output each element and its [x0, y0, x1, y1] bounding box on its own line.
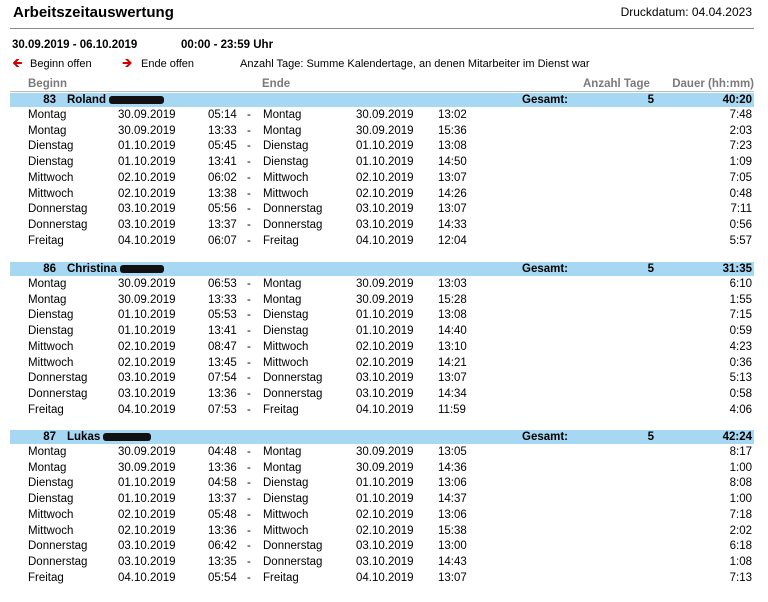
employee-name [67, 430, 151, 444]
column-header-end: Ende [262, 78, 291, 90]
end-date: 04.10.2019 [356, 571, 414, 584]
end-date: 01.10.2019 [356, 477, 414, 490]
begin-time: 06:42 [208, 540, 237, 553]
table-row [10, 202, 754, 218]
end-time: 14:26 [438, 187, 467, 200]
end-weekday: Mittwoch [263, 171, 309, 184]
begin-time: 05:14 [208, 109, 237, 121]
separator: - [247, 477, 251, 490]
table-row [10, 403, 754, 419]
end-weekday: Donnerstag [263, 218, 323, 231]
redacted-surname [103, 433, 151, 441]
date-range: 30.09.2019 - 06.10.2019 [12, 39, 138, 51]
separator: - [247, 356, 251, 369]
begin-date: 04.10.2019 [118, 571, 176, 584]
duration: 7:11 [730, 203, 752, 216]
begin-weekday: Montag [28, 293, 67, 306]
begin-weekday: Donnerstag [28, 387, 88, 400]
end-date: 03.10.2019 [356, 372, 414, 385]
begin-time: 13:36 [208, 387, 237, 400]
legend-end-open: Ende offen [141, 58, 195, 70]
end-date: 01.10.2019 [356, 309, 414, 322]
begin-date: 30.09.2019 [118, 278, 176, 290]
end-time: 13:06 [438, 477, 467, 490]
duration: 4:23 [729, 340, 752, 353]
begin-time: 04:48 [208, 446, 237, 458]
separator: - [247, 293, 251, 306]
begin-date: 04.10.2019 [118, 403, 176, 416]
end-date: 02.10.2019 [356, 524, 414, 537]
end-date: 02.10.2019 [356, 356, 414, 369]
begin-time: 05:45 [208, 140, 237, 153]
end-date: 03.10.2019 [356, 555, 414, 568]
end-date: 30.09.2019 [356, 124, 414, 137]
separator: - [247, 171, 251, 184]
end-time: 14:37 [438, 493, 467, 506]
separator: - [247, 278, 251, 290]
table-row [10, 571, 754, 587]
begin-weekday: Mittwoch [28, 356, 74, 369]
table-row [10, 340, 754, 356]
begin-date: 30.09.2019 [118, 446, 176, 458]
end-time: 14:50 [438, 156, 467, 169]
duration: 2:03 [729, 124, 752, 137]
end-date: 02.10.2019 [356, 508, 414, 521]
duration: 0:58 [729, 387, 752, 400]
begin-weekday: Montag [28, 461, 67, 474]
begin-date: 30.09.2019 [118, 461, 176, 474]
duration: 8:17 [729, 446, 752, 458]
end-date: 03.10.2019 [356, 387, 414, 400]
begin-weekday: Dienstag [28, 477, 74, 490]
table-row [10, 218, 754, 234]
end-date: 30.09.2019 [356, 278, 414, 290]
table-row [10, 387, 754, 403]
table-row [10, 555, 754, 571]
redacted-surname [120, 265, 164, 273]
separator: - [247, 461, 251, 474]
separator: - [247, 403, 251, 416]
end-time: 13:07 [438, 571, 467, 584]
table-row [10, 308, 754, 324]
begin-date: 03.10.2019 [118, 203, 176, 216]
duration: 1:09 [729, 156, 752, 169]
separator: - [247, 309, 251, 322]
begin-time: 13:41 [208, 325, 237, 338]
duration: 1:55 [729, 293, 752, 306]
end-time: 13:08 [438, 140, 467, 153]
end-weekday: Donnerstag [263, 540, 323, 553]
begin-weekday: Donnerstag [28, 372, 88, 385]
arrow-left-icon: 🡸 [12, 55, 23, 70]
table-row [10, 124, 754, 140]
end-weekday: Dienstag [263, 140, 309, 153]
begin-time: 05:48 [208, 508, 237, 521]
separator: - [247, 540, 251, 553]
end-weekday: Freitag [263, 403, 299, 416]
employee-summary-bar [10, 262, 754, 276]
legend-begin-open: Beginn offen [30, 58, 92, 70]
end-time: 15:28 [438, 293, 467, 306]
table-row [10, 476, 754, 492]
end-time: 13:00 [438, 540, 467, 553]
begin-weekday: Montag [28, 124, 67, 137]
separator: - [247, 140, 251, 153]
duration: 7:05 [729, 171, 752, 184]
begin-time: 05:56 [208, 203, 237, 216]
begin-date: 04.10.2019 [118, 234, 176, 247]
separator: - [247, 508, 251, 521]
employee-first-name: Lukas [67, 431, 101, 443]
begin-date: 02.10.2019 [118, 508, 176, 521]
end-time: 13:07 [438, 203, 467, 216]
end-date: 01.10.2019 [356, 493, 414, 506]
employee-id: 86 [43, 263, 56, 275]
begin-weekday: Montag [28, 446, 67, 458]
separator: - [247, 555, 251, 568]
end-weekday: Donnerstag [263, 555, 323, 568]
end-date: 03.10.2019 [356, 218, 414, 231]
begin-date: 01.10.2019 [118, 477, 176, 490]
end-time: 13:08 [438, 309, 467, 322]
duration: 8:08 [729, 477, 752, 490]
begin-weekday: Dienstag [28, 325, 74, 338]
table-row [10, 171, 754, 187]
begin-time: 13:45 [208, 356, 237, 369]
begin-date: 03.10.2019 [118, 555, 176, 568]
end-weekday: Dienstag [263, 493, 309, 506]
begin-weekday: Mittwoch [28, 340, 74, 353]
begin-date: 01.10.2019 [118, 325, 176, 338]
end-weekday: Dienstag [263, 325, 309, 338]
begin-time: 13:37 [208, 493, 237, 506]
begin-date: 03.10.2019 [118, 387, 176, 400]
table-row [10, 524, 754, 540]
end-time: 14:40 [438, 325, 467, 338]
duration: 0:59 [729, 325, 752, 338]
begin-weekday: Dienstag [28, 156, 74, 169]
begin-time: 05:54 [208, 571, 237, 584]
end-time: 13:07 [438, 171, 467, 184]
duration: 5:57 [729, 234, 752, 247]
employee-id: 83 [43, 94, 56, 106]
end-time: 13:05 [438, 446, 467, 458]
end-time: 13:03 [438, 278, 467, 290]
duration: 7:48 [729, 109, 752, 121]
duration: 0:56 [729, 218, 752, 231]
duration: 4:06 [729, 403, 752, 416]
end-time: 15:36 [438, 124, 467, 137]
duration: 7:15 [729, 309, 752, 322]
employee-summary-bar [10, 93, 754, 107]
end-date: 30.09.2019 [356, 446, 414, 458]
end-time: 14:21 [438, 356, 467, 369]
end-date: 03.10.2019 [356, 203, 414, 216]
separator: - [247, 234, 251, 247]
end-date: 01.10.2019 [356, 140, 414, 153]
end-date: 02.10.2019 [356, 171, 414, 184]
employee-name [67, 262, 164, 276]
begin-time: 13:35 [208, 555, 237, 568]
separator: - [247, 571, 251, 584]
table-row [10, 445, 754, 461]
begin-date: 02.10.2019 [118, 340, 176, 353]
begin-date: 03.10.2019 [118, 372, 176, 385]
total-label: Gesamt: [522, 263, 569, 275]
employee-summary-bar [10, 430, 754, 444]
total-label: Gesamt: [522, 94, 569, 106]
end-time: 14:43 [438, 555, 467, 568]
employee-first-name: Christina [67, 263, 117, 275]
begin-time: 13:38 [208, 187, 237, 200]
duration: 7:18 [729, 508, 752, 521]
duration: 7:23 [729, 140, 752, 153]
begin-weekday: Donnerstag [28, 203, 88, 216]
end-time: 12:04 [438, 234, 467, 247]
separator: - [247, 124, 251, 137]
begin-date: 01.10.2019 [118, 493, 176, 506]
begin-time: 07:54 [208, 372, 237, 385]
begin-weekday: Mittwoch [28, 508, 74, 521]
end-weekday: Donnerstag [263, 203, 323, 216]
separator: - [247, 218, 251, 231]
duration: 1:00 [729, 493, 752, 506]
end-date: 30.09.2019 [356, 461, 414, 474]
end-time: 13:10 [438, 340, 467, 353]
begin-date: 30.09.2019 [118, 109, 176, 121]
table-row [10, 108, 754, 124]
begin-time: 07:53 [208, 403, 237, 416]
table-row [10, 277, 754, 293]
table-row [10, 234, 754, 250]
begin-time: 08:47 [208, 340, 237, 353]
separator: - [247, 187, 251, 200]
table-row [10, 371, 754, 387]
end-date: 02.10.2019 [356, 187, 414, 200]
report-title: Arbeitszeitauswertung [13, 4, 174, 21]
begin-time: 06:53 [208, 278, 237, 290]
end-weekday: Mittwoch [263, 524, 309, 537]
table-row [10, 539, 754, 555]
begin-weekday: Mittwoch [28, 187, 74, 200]
begin-weekday: Donnerstag [28, 218, 88, 231]
separator: - [247, 493, 251, 506]
table-row [10, 356, 754, 372]
table-row [10, 461, 754, 477]
separator: - [247, 340, 251, 353]
separator: - [247, 156, 251, 169]
redacted-surname [109, 96, 164, 104]
begin-date: 30.09.2019 [118, 124, 176, 137]
header-divider [10, 91, 754, 92]
end-date: 30.09.2019 [356, 293, 414, 306]
end-time: 14:34 [438, 387, 467, 400]
begin-time: 13:37 [208, 218, 237, 231]
column-header-begin: Beginn [28, 78, 67, 90]
end-weekday: Mittwoch [263, 508, 309, 521]
total-duration: 42:24 [722, 431, 752, 443]
total-label: Gesamt: [522, 431, 569, 443]
end-weekday: Montag [263, 124, 302, 137]
end-time: 14:33 [438, 218, 467, 231]
begin-weekday: Freitag [28, 571, 64, 584]
print-date: Druckdatum: 04.04.2023 [620, 5, 752, 19]
end-weekday: Donnerstag [263, 387, 323, 400]
table-row [10, 492, 754, 508]
column-header-days: Anzahl Tage [583, 78, 650, 90]
begin-time: 13:33 [208, 124, 237, 137]
begin-time: 05:53 [208, 309, 237, 322]
end-date: 03.10.2019 [356, 540, 414, 553]
end-date: 01.10.2019 [356, 325, 414, 338]
end-weekday: Montag [263, 461, 302, 474]
begin-time: 13:41 [208, 156, 237, 169]
separator: - [247, 372, 251, 385]
end-weekday: Montag [263, 293, 302, 306]
begin-date: 02.10.2019 [118, 171, 176, 184]
separator: - [247, 524, 251, 537]
end-time: 11:59 [438, 403, 466, 416]
duration: 6:10 [729, 278, 752, 290]
end-weekday: Montag [263, 278, 302, 290]
duration: 1:00 [729, 461, 752, 474]
separator: - [247, 446, 251, 458]
total-days: 5 [647, 94, 654, 106]
duration: 0:48 [729, 187, 752, 200]
begin-time: 06:07 [208, 234, 237, 247]
begin-weekday: Freitag [28, 403, 64, 416]
begin-date: 01.10.2019 [118, 140, 176, 153]
begin-date: 01.10.2019 [118, 309, 176, 322]
employee-name [67, 93, 164, 107]
end-date: 01.10.2019 [356, 156, 414, 169]
begin-time: 06:02 [208, 171, 237, 184]
end-weekday: Montag [263, 109, 302, 121]
end-weekday: Freitag [263, 234, 299, 247]
duration: 6:18 [729, 540, 752, 553]
duration: 7:13 [729, 571, 752, 584]
end-weekday: Montag [263, 446, 302, 458]
begin-time: 13:33 [208, 293, 237, 306]
begin-date: 02.10.2019 [118, 187, 176, 200]
end-date: 04.10.2019 [356, 403, 414, 416]
duration: 5:13 [729, 372, 752, 385]
time-range: 00:00 - 23:59 Uhr [181, 39, 274, 51]
begin-date: 30.09.2019 [118, 293, 176, 306]
separator: - [247, 387, 251, 400]
begin-date: 03.10.2019 [118, 218, 176, 231]
begin-time: 13:36 [208, 524, 237, 537]
table-row [10, 324, 754, 340]
begin-time: 13:36 [208, 461, 237, 474]
begin-weekday: Montag [28, 278, 67, 290]
begin-weekday: Dienstag [28, 140, 74, 153]
separator: - [247, 325, 251, 338]
employee-first-name: Roland [67, 94, 106, 106]
total-duration: 40:20 [722, 94, 752, 106]
total-days: 5 [647, 431, 654, 443]
end-time: 15:38 [438, 524, 467, 537]
end-weekday: Donnerstag [263, 372, 323, 385]
end-time: 13:02 [438, 109, 467, 121]
begin-date: 02.10.2019 [118, 524, 176, 537]
begin-weekday: Donnerstag [28, 540, 88, 553]
end-weekday: Dienstag [263, 477, 309, 490]
begin-weekday: Mittwoch [28, 171, 74, 184]
end-date: 30.09.2019 [356, 109, 414, 121]
column-header-duration: Dauer (hh:mm) [672, 78, 754, 90]
end-weekday: Mittwoch [263, 356, 309, 369]
end-time: 13:07 [438, 372, 467, 385]
end-weekday: Mittwoch [263, 340, 309, 353]
begin-weekday: Dienstag [28, 309, 74, 322]
table-row [10, 187, 754, 203]
begin-weekday: Montag [28, 109, 67, 121]
end-weekday: Dienstag [263, 309, 309, 322]
end-weekday: Freitag [263, 571, 299, 584]
table-row [10, 139, 754, 155]
employee-id: 87 [43, 431, 56, 443]
end-date: 02.10.2019 [356, 340, 414, 353]
end-date: 04.10.2019 [356, 234, 414, 247]
end-weekday: Mittwoch [263, 187, 309, 200]
total-duration: 31:35 [722, 263, 752, 275]
arrow-right-icon: 🡺 [122, 55, 133, 70]
duration: 1:08 [729, 555, 752, 568]
begin-weekday: Dienstag [28, 493, 74, 506]
duration: 2:02 [729, 524, 752, 537]
end-time: 13:06 [438, 508, 467, 521]
separator: - [247, 203, 251, 216]
legend-days-note: Anzahl Tage: Summe Kalendertage, an denen Mitarbeiter im Dienst war [240, 58, 590, 70]
begin-weekday: Donnerstag [28, 555, 88, 568]
total-days: 5 [647, 263, 654, 275]
duration: 0:36 [729, 356, 752, 369]
end-time: 14:36 [438, 461, 467, 474]
table-row [10, 508, 754, 524]
begin-weekday: Freitag [28, 234, 64, 247]
begin-weekday: Mittwoch [28, 524, 74, 537]
begin-time: 04:58 [208, 477, 237, 490]
title-divider [10, 28, 754, 29]
begin-date: 01.10.2019 [118, 156, 176, 169]
table-row [10, 293, 754, 309]
end-weekday: Dienstag [263, 156, 309, 169]
begin-date: 02.10.2019 [118, 356, 176, 369]
begin-date: 03.10.2019 [118, 540, 176, 553]
separator: - [247, 109, 251, 121]
table-row [10, 155, 754, 171]
